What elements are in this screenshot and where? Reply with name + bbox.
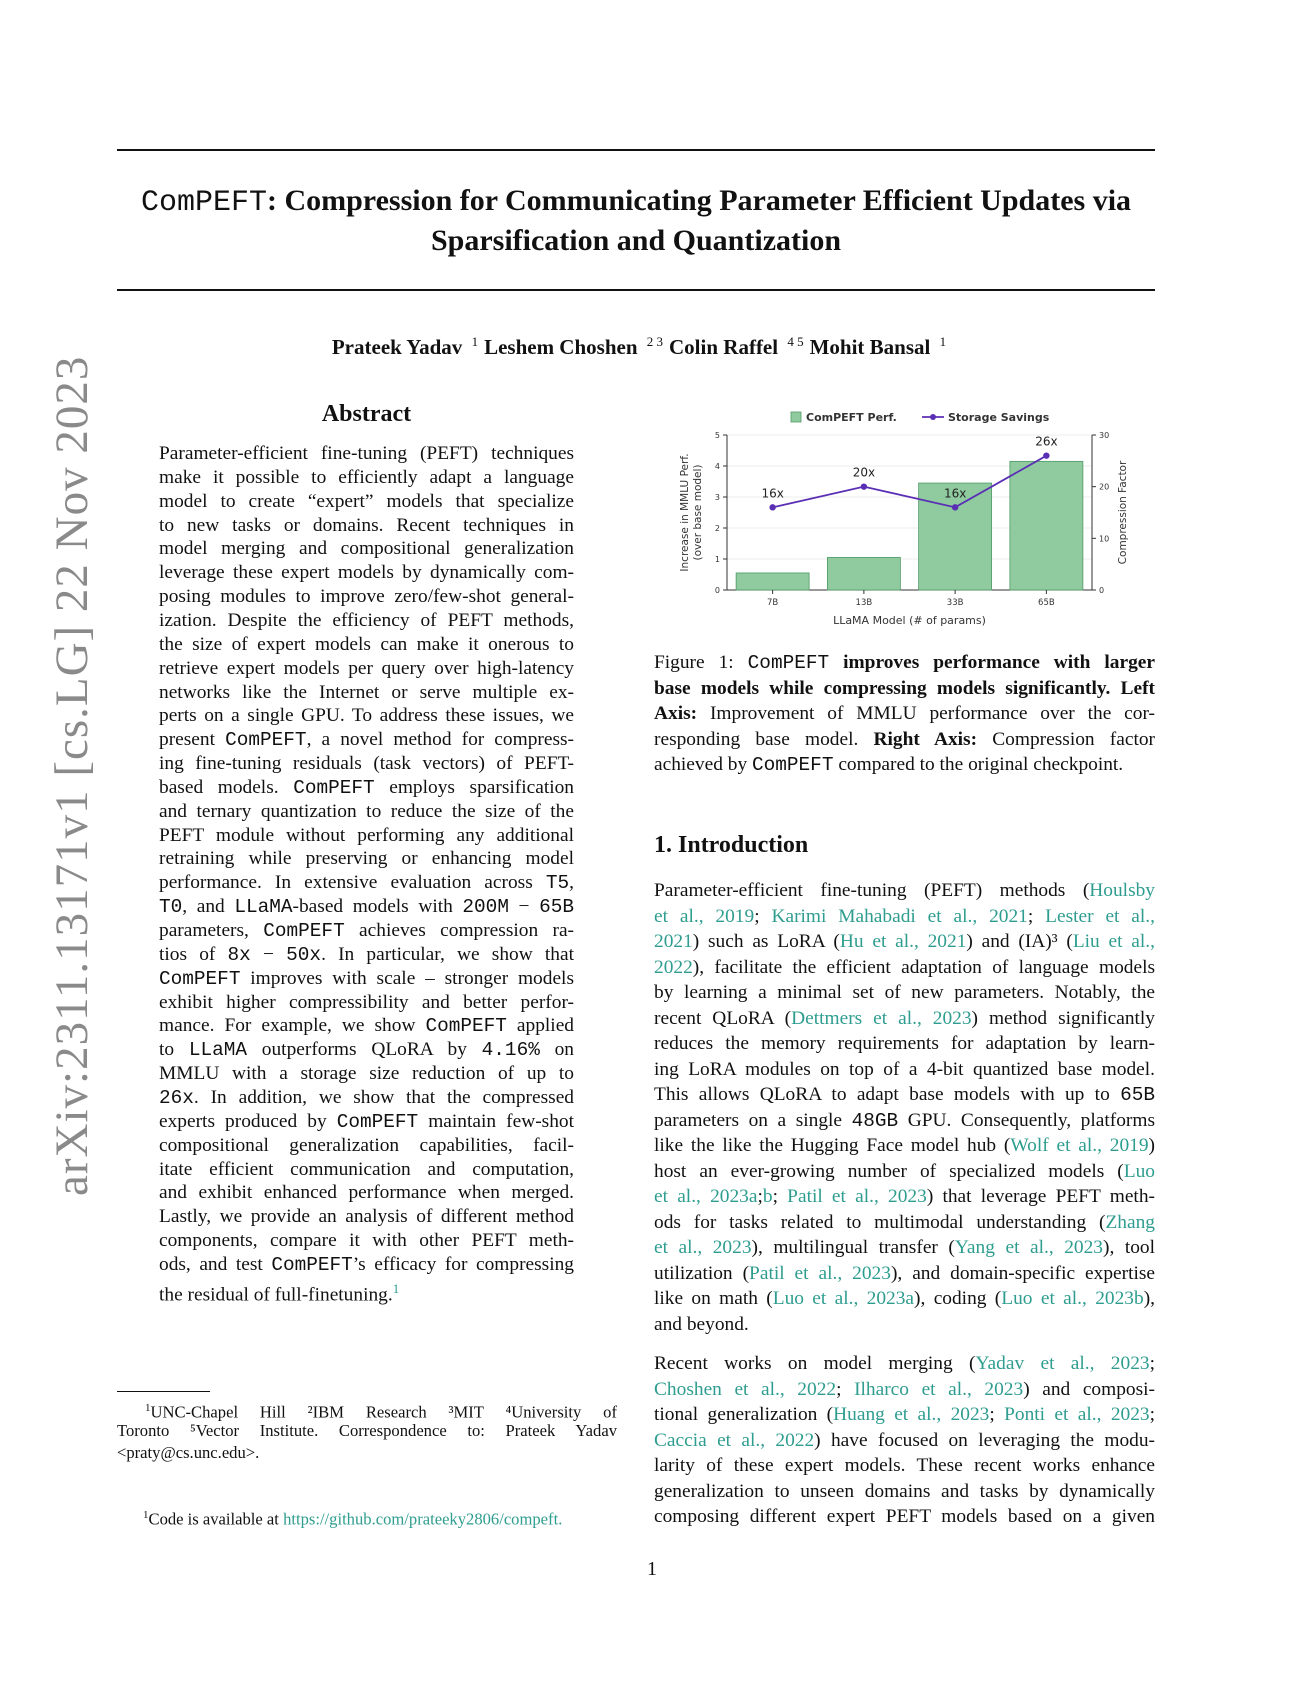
data-label: 26x [1035,434,1058,449]
code-term: LLaMA [188,1039,248,1062]
abstract-line: PEFT module without performing any additional [159,824,574,846]
caption-line [654,650,1155,676]
code-term: ComPEFT [425,1015,507,1038]
footnote-rule [117,1391,210,1392]
abstract-line: parameters, ComPEFT achieves compression ra- [159,920,575,942]
text-segment: ; [1149,1404,1155,1425]
y-tick-label: 1 [714,555,720,564]
footnote-text: Toronto ⁵Vector Institute. Correspondence to: Prateek Yadav [117,1421,617,1440]
intro-line [654,1351,1155,1376]
footnote-text: <praty@cs.unc.edu>. [117,1443,260,1462]
code-term: ComPEFT [271,1253,353,1276]
abstract-line: retraining while preserving or enhancing model [159,848,574,870]
intro-line [654,1210,1155,1235]
intro-line [654,1184,1155,1209]
x-tick-label: 7B [767,598,779,608]
text-segment: Compression factor [977,728,1155,750]
intro-line [654,904,1155,929]
code-term: 50x [286,943,322,966]
intro-line [654,1402,1155,1427]
author-name: Mohit Bansal [809,335,931,359]
abstract-line: and exhibit enhanced performance when merged. [159,1182,574,1204]
text-segment: Figure 1: [654,652,748,673]
citation-link[interactable]: 2022 [654,956,693,978]
footnote-marker: 1 [143,1509,149,1521]
text-segment: ; [1027,905,1046,927]
text-segment: base models while compressing models significantly. Left [654,677,1155,699]
storage-savings-line [773,456,1047,508]
intro-line [654,1504,1155,1529]
code-term: LLaMA [234,896,293,919]
citation-link[interactable]: Hu et al., 2021 [839,931,967,952]
text-segment: and beyond. [654,1313,749,1335]
citation-link[interactable]: et al., 2023 [654,1237,752,1258]
citation-link[interactable]: b [762,1186,773,1207]
text-segment: compared to the original checkpoint. [833,754,1124,775]
text-segment: achieved by [654,754,752,775]
text-segment: ) method significantly [971,1007,1156,1029]
abstract-line: present ComPEFT, a novel method for compress- [159,729,574,752]
intro-line [654,980,1155,1005]
citation-link[interactable]: Caccia et al., 2022 [654,1429,815,1451]
legend-label: Storage Savings [948,411,1050,424]
text-segment: ) and composi- [1023,1378,1155,1400]
text-segment: 48GB [851,1109,899,1132]
storage-savings-point [769,504,775,510]
intro-line [654,1031,1155,1056]
abstract-line: ComPEFT improves with scale – stronger models [159,967,574,990]
x-axis-label: LLaMA Model (# of params) [833,614,986,627]
code-term: ComPEFT [225,729,307,752]
abstract-line: itate efficient communication and computation, [159,1158,574,1180]
text-segment: parameters on a single [654,1109,852,1131]
text-segment: Right Axis: [873,728,978,750]
abstract-line: to new tasks or domains. Recent techniques in [159,514,574,536]
y-axis-label: Increase in MMLU Perf. [679,453,691,572]
text-segment: ) such as LoRA ( [692,931,840,952]
abstract-line: T0, and LLaMA-based models with 200M − 65B [159,896,575,919]
text-segment: ), facilitate the efficient adaptation of language models [692,956,1155,978]
citation-link[interactable]: et al., 2023a [654,1186,758,1207]
author-name: Colin Raffel [669,335,779,359]
author-affiliation: 4 5 [784,334,804,349]
text-segment: ; [836,1378,855,1400]
abstract-line: retrieve expert models per query over high-latency [159,657,574,679]
intro-line [654,1159,1155,1184]
intro-line [654,1428,1155,1453]
title-rule-top [117,149,1155,151]
paper-title [117,182,1155,260]
abstract-line: 26x. In addition, we show that the compressed [159,1086,574,1109]
title-code-name: ComPEFT [140,186,267,220]
code-term: ComPEFT [293,776,375,799]
code-term: 8x [227,943,251,966]
y-axis-label: (over base model) [692,464,704,561]
intro-line [654,1133,1155,1158]
intro-line [654,1082,1155,1108]
abstract-line: experts produced by ComPEFT maintain few-shot [159,1110,574,1133]
caption-line [654,752,1155,778]
author-affiliation: 2 3 [643,334,664,349]
text-segment: ), tool [1102,1237,1155,1258]
y-tick-label: 5 [714,431,720,440]
text-segment: improves performance with larger [829,652,1155,673]
legend-swatch-point [930,414,936,420]
citation-link[interactable]: Ponti et al., 2023 [1004,1404,1150,1425]
text-segment: Parameter-efficient fine-tuning (PEFT) methods ( [654,880,1090,901]
citation-link[interactable]: Luo [1123,1160,1155,1182]
text-segment: ) have focused on leveraging the modu- [814,1429,1155,1451]
citation-link[interactable]: Ilharco et al., 2023 [854,1378,1024,1400]
y2-tick-label: 20 [1099,482,1110,492]
code-term: T0 [159,896,183,919]
citation-link[interactable]: Choshen et al., 2022 [654,1378,837,1400]
abstract-line: perts on a single GPU. To address these issues, we [159,705,574,727]
y-tick-label: 4 [714,462,720,471]
code-term: 26x [159,1086,194,1109]
abstract-line: the residual of full-finetuning.$^1$ [159,1280,400,1306]
abstract-line: based models. ComPEFT employs sparsification [159,776,574,799]
text-segment: ing LoRA modules on top of a 4-bit quantized base model. [654,1058,1155,1080]
affiliation-footnote-line [145,1398,617,1423]
citation-link[interactable]: Luo et al., 2023b [1001,1288,1144,1309]
author-name: Leshem Choshen [484,335,638,359]
abstract-line: ization. Despite the efficiency of PEFT methods, [159,609,574,631]
text-segment: ; [757,1186,763,1207]
intro-line [654,1261,1155,1286]
footnote-marker[interactable]: 1 [392,1280,400,1296]
author-list [117,334,1155,360]
footnote-text: UNC-Chapel Hill ²IBM Research ³MIT ⁴University of [150,1402,617,1422]
caption-line [654,701,1155,726]
text-segment: utilization ( [654,1262,750,1284]
abstract-line: exhibit higher compressibility and better perfor- [159,991,574,1013]
text-segment: ), multilingual transfer ( [751,1237,955,1258]
text-segment: 65B [1120,1084,1155,1106]
text-segment: generalization to unseen domains and tasks by dynamically [654,1480,1155,1502]
abstract-line: make it possible to efficiently adapt a language [159,466,574,488]
text-segment: ), and domain-specific expertise [890,1262,1156,1284]
affiliation-footnote-line [117,1420,617,1441]
text-segment: ) that leverage PEFT meth- [926,1186,1155,1207]
y2-tick-label: 30 [1099,431,1110,440]
code-link[interactable]: https://github.com/prateeky2806/compeft. [283,1509,563,1529]
caption-line [654,676,1155,701]
data-label: 16x [761,486,784,501]
author-name: Prateek Yadav [331,335,463,359]
text-segment: recent QLoRA ( [654,1007,792,1029]
figure-1-chart [660,400,1140,630]
abstract-line: model to create “expert” models that specialize [159,490,574,512]
intro-line [654,1286,1155,1311]
intro-line [654,878,1155,903]
code-term: T5 [545,872,570,895]
intro-line [654,1006,1155,1031]
text-segment: composing different expert PEFT models based on a given [654,1506,1155,1527]
code-term: ComPEFT [263,920,345,942]
text-segment: ) [1148,1135,1156,1156]
text-segment: Axis: [654,703,698,724]
page-number: 1 [647,1558,657,1580]
bar-7B [736,573,809,590]
intro-line [654,1453,1155,1478]
abstract-line: ing fine-tuning residuals (task vectors) of PEFT- [159,753,574,775]
abstract-line: Lastly, we provide an analysis of different method [159,1206,574,1228]
author-affiliation: 1 [936,334,947,349]
text-segment: ods for tasks related to multimodal understanding ( [654,1211,1106,1233]
text-segment: responding base model. [654,728,874,750]
abstract-line: components, compare it with other PEFT meth- [159,1230,574,1252]
citation-link[interactable]: Yang et al., 2023 [954,1237,1103,1258]
citation-link[interactable]: Yadav et al., 2023 [975,1353,1150,1374]
code-term: 65B [539,896,575,919]
data-label: 16x [943,486,967,501]
abstract-line: model merging and compositional generalization [159,538,574,560]
abstract-line: tios of 8x − 50x. In particular, we show that [159,943,574,966]
footnote-marker: 1 [145,1402,151,1414]
code-footnote [143,1505,562,1530]
text-segment: like the like the Hugging Face model hub ( [654,1135,1011,1156]
abstract-line: leverage these expert models by dynamically com- [159,562,574,584]
y2-tick-label: 0 [1099,586,1105,595]
abstract-line: Parameter-efficient fine-tuning (PEFT) techniques [159,443,574,464]
abstract-line: compositional generalization capabilities, facil- [159,1134,574,1156]
text-segment: Improvement of MMLU performance over the cor- [697,703,1155,724]
text-segment: ; [754,905,772,927]
x-tick-label: 33B [946,598,964,608]
intro-line [654,1057,1155,1082]
text-segment: host an ever-growing number of specialized models ( [654,1160,1124,1182]
bar-13B [827,557,900,590]
intro-line [654,1235,1155,1260]
citation-link[interactable]: Huang et al., 2023 [833,1404,990,1425]
y2-tick-label: 10 [1099,534,1110,544]
y-tick-label: 2 [714,524,720,533]
text-segment: reduces the memory requirements for adaptation by learn- [654,1033,1155,1054]
text-segment: larity of these expert models. These recent works enhance [654,1455,1155,1476]
citation-link[interactable]: Wolf et al., 2019 [1010,1135,1149,1156]
legend-swatch-bar [791,412,801,422]
citation-link[interactable]: Lester et al., [1045,905,1155,927]
code-term: ComPEFT [336,1110,419,1133]
y-tick-label: 0 [714,586,720,595]
abstract-heading: Abstract [321,401,412,427]
author-affiliation: 1 [468,334,479,349]
citation-link[interactable]: Houlsby [1089,880,1155,901]
title-line2: Sparsification and Quantization [430,224,842,257]
abstract-line: and ternary quantization to reduce the size of the [159,800,574,822]
code-term: 4.16% [481,1039,540,1062]
abstract-line: the size of expert models can make it onerous to [159,633,574,655]
text-segment: tional generalization ( [654,1404,834,1425]
y2-axis-label: Compression Factor [1117,460,1129,565]
text-segment: by learning a minimal set of new parameters. Notably, the [654,982,1155,1003]
abstract-line: ods, and test ComPEFT’s efficacy for compressing [159,1253,574,1276]
intro-line [654,955,1155,980]
storage-savings-point [1043,452,1049,458]
intro-line [654,1377,1155,1402]
arxiv-stamp: arXiv:2311.13171v1 [cs.LG] 22 Nov 2023 [46,355,98,1196]
citation-link[interactable]: Liu et al., [1072,931,1155,952]
abstract-line: to LLaMA outperforms QLoRA by 4.16% on [159,1039,574,1062]
storage-savings-point [952,504,958,510]
code-term: 200M [462,896,509,919]
abstract-line: MMLU with a storage size reduction of up to [159,1063,574,1085]
x-tick-label: 65B [1038,598,1055,608]
text-segment: ; [989,1404,1005,1425]
citation-link[interactable]: Karimi Mahabadi et al., 2021 [771,905,1028,927]
text-segment: Recent works on model merging ( [654,1353,976,1374]
abstract-line: posing modules to improve zero/few-shot general- [159,586,574,608]
abstract-line: networks like the Internet or serve multiple ex- [159,681,574,703]
text-segment: like on math ( [654,1288,773,1309]
intro-line [654,1479,1155,1504]
x-tick-label: 13B [855,598,873,608]
footnote-text: Code is available at [148,1509,284,1529]
caption-line [654,727,1155,752]
text-segment: ComPEFT [752,754,834,776]
title-line1: : Compression for Communicating Parameter Efficient Updates via [266,184,1132,217]
code-term: ComPEFT [159,967,241,990]
storage-savings-point [861,483,867,489]
text-segment: This allows QLoRA to adapt base models with up to [654,1084,1121,1105]
title-rule-bottom [117,289,1155,291]
abstract-line: mance. For example, we show ComPEFT applied [159,1015,574,1038]
text-segment: ; [772,1186,788,1207]
abstract-line: performance. In extensive evaluation across T5, [159,872,574,895]
intro-line [654,1312,1155,1337]
bar-65B [1010,461,1083,590]
affiliation-footnote-line [117,1442,617,1463]
text-segment: GPU. Consequently, platforms [898,1109,1155,1131]
y-tick-label: 3 [714,493,720,502]
text-segment: ) and (IA)³ ( [966,931,1073,952]
text-segment: ), [1143,1288,1155,1309]
intro-line [654,929,1155,954]
citation-link[interactable]: Luo et al., 2023a [772,1288,915,1309]
citation-link[interactable]: Zhang [1105,1211,1155,1233]
legend-label: ComPEFT Perf. [806,411,897,424]
text-segment: ComPEFT [747,652,830,674]
intro-line [654,1108,1155,1134]
introduction-heading: 1. Introduction [654,832,809,858]
citation-link[interactable]: Patil et al., 2023 [787,1186,927,1207]
citation-link[interactable]: 2021 [654,931,693,952]
text-segment: ), coding ( [914,1288,1002,1309]
citation-link[interactable]: Patil et al., 2023 [749,1262,891,1284]
citation-link[interactable]: et al., 2019 [654,905,755,927]
data-label: 20x [852,465,876,480]
citation-link[interactable]: Dettmers et al., 2023 [791,1007,972,1029]
text-segment: ; [1149,1353,1155,1374]
